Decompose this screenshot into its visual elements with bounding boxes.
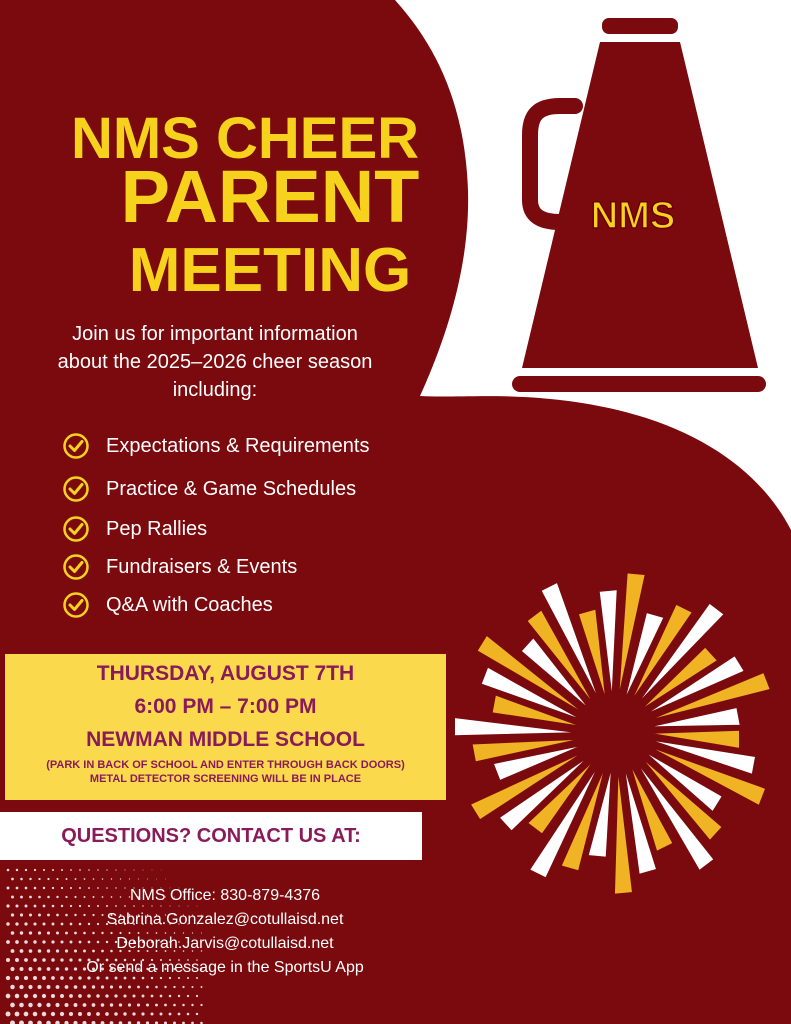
event-location: NEWMAN MIDDLE SCHOOL [86,728,365,751]
event-date: THURSDAY, AUGUST 7TH [96,662,355,685]
topics-list [62,424,462,624]
topic-label: Fundraisers & Events [106,555,298,578]
intro-line-1: Join us for important information [72,323,358,345]
parking-note: (PARK IN BACK OF SCHOOL AND ENTER THROUGH BACK DOORS) [46,759,405,771]
title-line-2: PARENT [120,155,420,238]
contact-email-1: Sabrina.Gonzalez@cotullaisd.net [106,911,344,928]
contact-info [40,884,410,980]
list-item [62,468,462,510]
topic-label: Pep Rallies [106,517,208,540]
checkmark-circle-icon [62,553,90,581]
topic-label: Expectations & Requirements [106,434,370,457]
megaphone-label [568,190,698,240]
svg-text:NMS: NMS [590,195,676,237]
pompom-icon [454,572,771,894]
topic-label: Practice & Game Schedules [106,477,357,500]
topic-label: Q&A with Coaches [106,593,273,616]
checkmark-circle-icon [62,591,90,619]
list-item [62,548,462,586]
intro-line-3: including: [172,379,258,401]
list-item [62,586,462,624]
intro-line-2: about the 2025–2026 cheer season [57,351,373,373]
checkmark-circle-icon [62,432,90,460]
office-phone: NMS Office: 830-879-4376 [129,887,321,904]
list-item [62,424,462,468]
questions-heading: QUESTIONS? CONTACT US AT: [0,812,422,860]
security-note: METAL DETECTOR SCREENING WILL BE IN PLACE [89,773,362,785]
event-time: 6:00 PM – 7:00 PM [134,695,317,718]
title-line-3: MEETING [128,236,412,305]
checkmark-circle-icon [62,515,90,543]
event-details-box [5,654,446,800]
checkmark-circle-icon [62,475,90,503]
list-item [62,510,462,548]
contact-email-2: Deborah.Jarvis@cotullaisd.net [116,935,334,952]
title-line-1: NMS CHEER [70,106,420,171]
app-message-note: Or send a message in the SportsU App [86,959,364,976]
intro-text [20,320,410,404]
pompom-center [581,699,649,767]
